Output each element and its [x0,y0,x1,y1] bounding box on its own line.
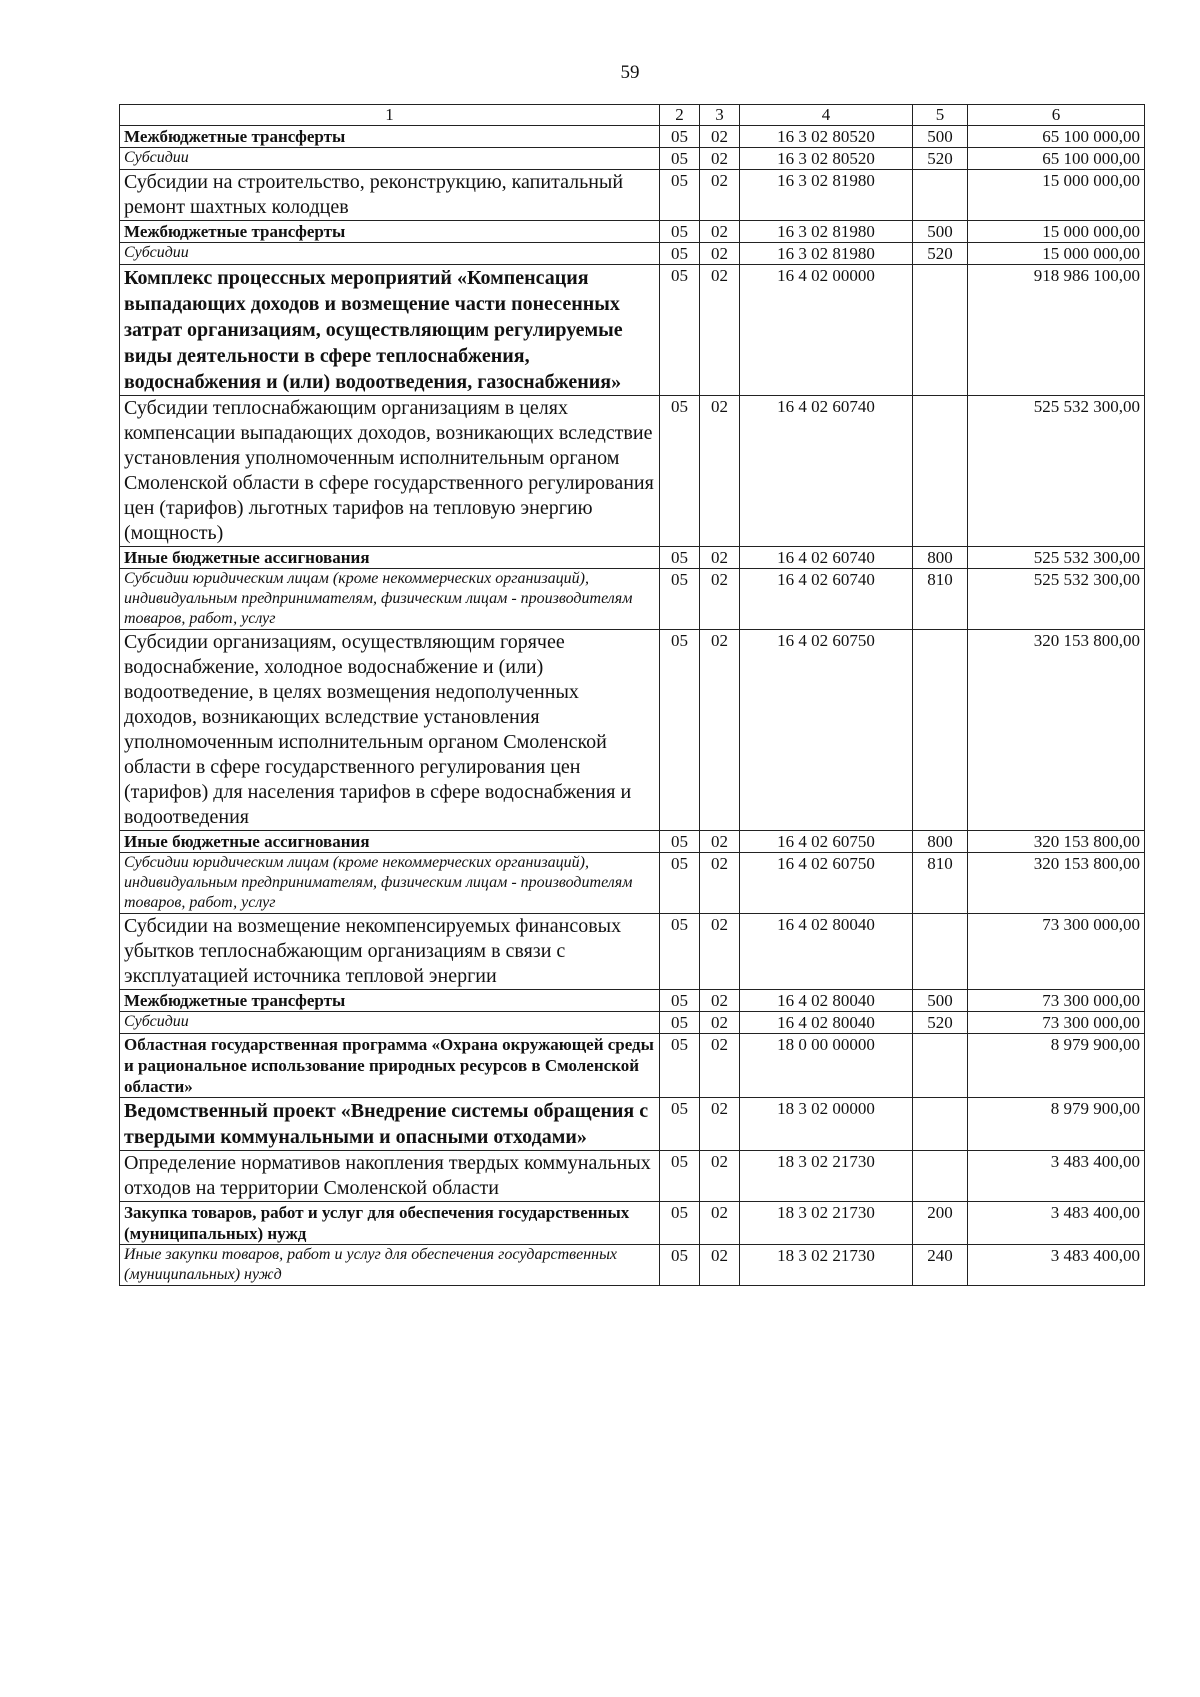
section-code-cell: 05 [660,1098,700,1151]
header-cell-5: 5 [913,105,968,126]
table-row [120,243,1145,265]
section-code-cell: 05 [660,1151,700,1202]
target-article-cell: 16 3 02 80520 [740,126,913,148]
target-article-cell: 16 4 02 60740 [740,547,913,569]
target-article-cell: 18 3 02 21730 [740,1245,913,1286]
table-row [120,914,1145,990]
expense-type-cell: 520 [913,243,968,265]
table-row [120,547,1145,569]
target-article-cell: 16 3 02 81980 [740,243,913,265]
subsection-code-cell: 02 [700,126,740,148]
target-article-cell: 16 3 02 81980 [740,170,913,221]
target-article-cell: 16 4 02 60750 [740,630,913,831]
target-article-cell: 18 0 00 00000 [740,1034,913,1098]
section-code-cell: 05 [660,914,700,990]
section-code-cell: 05 [660,265,700,396]
amount-cell: 525 532 300,00 [968,547,1145,569]
table-row [120,853,1145,914]
amount-cell: 918 986 100,00 [968,265,1145,396]
expense-type-cell [913,914,968,990]
subsection-code-cell: 02 [700,265,740,396]
table-row [120,265,1145,396]
amount-cell: 8 979 900,00 [968,1098,1145,1151]
target-article-cell: 18 3 02 21730 [740,1202,913,1245]
header-row [120,105,1145,126]
page-number: 59 [620,62,640,83]
expense-name-cell: Закупка товаров, работ и услуг для обеспечения государственных (муниципальных) нужд [120,1202,660,1245]
amount-cell: 73 300 000,00 [968,990,1145,1012]
section-code-cell: 05 [660,630,700,831]
table-row [120,126,1145,148]
header-cell-6: 6 [968,105,1145,126]
expense-name-cell: Иные бюджетные ассигнования [120,547,660,569]
subsection-code-cell: 02 [700,831,740,853]
expense-type-cell: 800 [913,831,968,853]
subsection-code-cell: 02 [700,170,740,221]
subsection-code-cell: 02 [700,547,740,569]
target-article-cell: 16 4 02 60750 [740,831,913,853]
subsection-code-cell: 02 [700,569,740,630]
section-code-cell: 05 [660,547,700,569]
amount-cell: 73 300 000,00 [968,1012,1145,1034]
target-article-cell: 16 3 02 81980 [740,221,913,243]
table-row [120,1245,1145,1286]
amount-cell: 3 483 400,00 [968,1202,1145,1245]
subsection-code-cell: 02 [700,243,740,265]
expense-name-cell: Субсидии юридическим лицам (кроме некоммерческих организаций), индивидуальным предпринимателям, физическим лицам - производителям товаров, работ, услуг [120,569,660,630]
table-row [120,1034,1145,1098]
subsection-code-cell: 02 [700,148,740,170]
section-code-cell: 05 [660,1034,700,1098]
table-row [120,396,1145,547]
expense-name-cell: Иные бюджетные ассигнования [120,831,660,853]
expense-name-cell: Субсидии на возмещение некомпенсируемых финансовых убытков теплоснабжающим организациям в связи с эксплуатацией источника тепловой энергии [120,914,660,990]
section-code-cell: 05 [660,831,700,853]
table-row [120,1202,1145,1245]
section-code-cell: 05 [660,990,700,1012]
expense-name-cell: Определение нормативов накопления твердых коммунальных отходов на территории Смоленской области [120,1151,660,1202]
header-cell-3: 3 [700,105,740,126]
amount-cell: 8 979 900,00 [968,1034,1145,1098]
section-code-cell: 05 [660,853,700,914]
table-row [120,990,1145,1012]
expense-type-cell: 810 [913,853,968,914]
expense-name-cell: Субсидии [120,148,660,170]
expense-name-cell: Комплекс процессных мероприятий «Компенсация выпадающих доходов и возмещение части понесенных затрат организациям, осуществляющим регулируемые виды деятельности в сфере теплоснабжения, водоснабжения и (или) водоотведения, газоснабжения» [120,265,660,396]
expense-name-cell: Областная государственная программа «Охрана окружающей среды и рациональное использование природных ресурсов в Смоленской области» [120,1034,660,1098]
section-code-cell: 05 [660,396,700,547]
subsection-code-cell: 02 [700,853,740,914]
target-article-cell: 18 3 02 21730 [740,1151,913,1202]
amount-cell: 320 153 800,00 [968,630,1145,831]
expense-type-cell [913,396,968,547]
table-body [120,105,1145,1286]
section-code-cell: 05 [660,569,700,630]
expense-name-cell: Субсидии [120,243,660,265]
amount-cell: 3 483 400,00 [968,1151,1145,1202]
expense-name-cell: Субсидии организациям, осуществляющим горячее водоснабжение, холодное водоснабжение и (или) водоотведение, в целях возмещения недополученных доходов, возникающих вследствие установления уполномоченным исполнительным органом Смоленской области в сфере государственного регулирования цен (тарифов) для населения тарифов в сфере водоснабжения и водоотведения [120,630,660,831]
expense-name-cell: Ведомственный проект «Внедрение системы обращения с твердыми коммунальными и опасными отходами» [120,1098,660,1151]
header-cell-2: 2 [660,105,700,126]
expense-name-cell: Субсидии теплоснабжающим организациям в целях компенсации выпадающих доходов, возникающих вследствие установления уполномоченным исполнительным органом Смоленской области в сфере государственного регулирования цен (тарифов) льготных тарифов на тепловую энергию (мощность) [120,396,660,547]
expense-name-cell: Межбюджетные трансферты [120,990,660,1012]
subsection-code-cell: 02 [700,990,740,1012]
subsection-code-cell: 02 [700,396,740,547]
amount-cell: 15 000 000,00 [968,170,1145,221]
table-row [120,1098,1145,1151]
target-article-cell: 16 4 02 80040 [740,1012,913,1034]
expense-name-cell: Субсидии на строительство, реконструкцию, капитальный ремонт шахтных колодцев [120,170,660,221]
section-code-cell: 05 [660,1245,700,1286]
section-code-cell: 05 [660,221,700,243]
expense-type-cell [913,265,968,396]
budget-table [119,104,1145,1286]
target-article-cell: 16 4 02 60740 [740,396,913,547]
amount-cell: 73 300 000,00 [968,914,1145,990]
amount-cell: 65 100 000,00 [968,126,1145,148]
section-code-cell: 05 [660,126,700,148]
amount-cell: 525 532 300,00 [968,396,1145,547]
expense-type-cell [913,630,968,831]
expense-name-cell: Иные закупки товаров, работ и услуг для обеспечения государственных (муниципальных) нужд [120,1245,660,1286]
expense-name-cell: Межбюджетные трансферты [120,221,660,243]
expense-type-cell: 500 [913,126,968,148]
expense-type-cell: 520 [913,1012,968,1034]
amount-cell: 320 153 800,00 [968,831,1145,853]
header-cell-4: 4 [740,105,913,126]
table-row [120,630,1145,831]
table-row [120,831,1145,853]
table-row [120,1151,1145,1202]
target-article-cell: 16 4 02 60750 [740,853,913,914]
expense-type-cell [913,170,968,221]
expense-type-cell: 520 [913,148,968,170]
subsection-code-cell: 02 [700,1202,740,1245]
expense-type-cell [913,1034,968,1098]
target-article-cell: 16 4 02 00000 [740,265,913,396]
target-article-cell: 16 3 02 80520 [740,148,913,170]
subsection-code-cell: 02 [700,630,740,831]
expense-name-cell: Межбюджетные трансферты [120,126,660,148]
amount-cell: 525 532 300,00 [968,569,1145,630]
subsection-code-cell: 02 [700,1245,740,1286]
section-code-cell: 05 [660,148,700,170]
header-cell-1: 1 [120,105,660,126]
expense-type-cell: 240 [913,1245,968,1286]
subsection-code-cell: 02 [700,1098,740,1151]
target-article-cell: 16 4 02 60740 [740,569,913,630]
subsection-code-cell: 02 [700,914,740,990]
subsection-code-cell: 02 [700,1151,740,1202]
section-code-cell: 05 [660,1012,700,1034]
amount-cell: 3 483 400,00 [968,1245,1145,1286]
amount-cell: 15 000 000,00 [968,243,1145,265]
expense-type-cell: 500 [913,990,968,1012]
table-row [120,170,1145,221]
target-article-cell: 18 3 02 00000 [740,1098,913,1151]
subsection-code-cell: 02 [700,1012,740,1034]
expense-name-cell: Субсидии юридическим лицам (кроме некоммерческих организаций), индивидуальным предпринимателям, физическим лицам - производителям товаров, работ, услуг [120,853,660,914]
target-article-cell: 16 4 02 80040 [740,914,913,990]
section-code-cell: 05 [660,243,700,265]
expense-type-cell: 200 [913,1202,968,1245]
subsection-code-cell: 02 [700,221,740,243]
table-row [120,148,1145,170]
section-code-cell: 05 [660,170,700,221]
expense-name-cell: Субсидии [120,1012,660,1034]
expense-type-cell [913,1098,968,1151]
amount-cell: 15 000 000,00 [968,221,1145,243]
expense-type-cell: 500 [913,221,968,243]
expense-type-cell: 810 [913,569,968,630]
table-row [120,569,1145,630]
expense-type-cell [913,1151,968,1202]
subsection-code-cell: 02 [700,1034,740,1098]
target-article-cell: 16 4 02 80040 [740,990,913,1012]
expense-type-cell: 800 [913,547,968,569]
table-row [120,221,1145,243]
table-row [120,1012,1145,1034]
section-code-cell: 05 [660,1202,700,1245]
amount-cell: 65 100 000,00 [968,148,1145,170]
amount-cell: 320 153 800,00 [968,853,1145,914]
